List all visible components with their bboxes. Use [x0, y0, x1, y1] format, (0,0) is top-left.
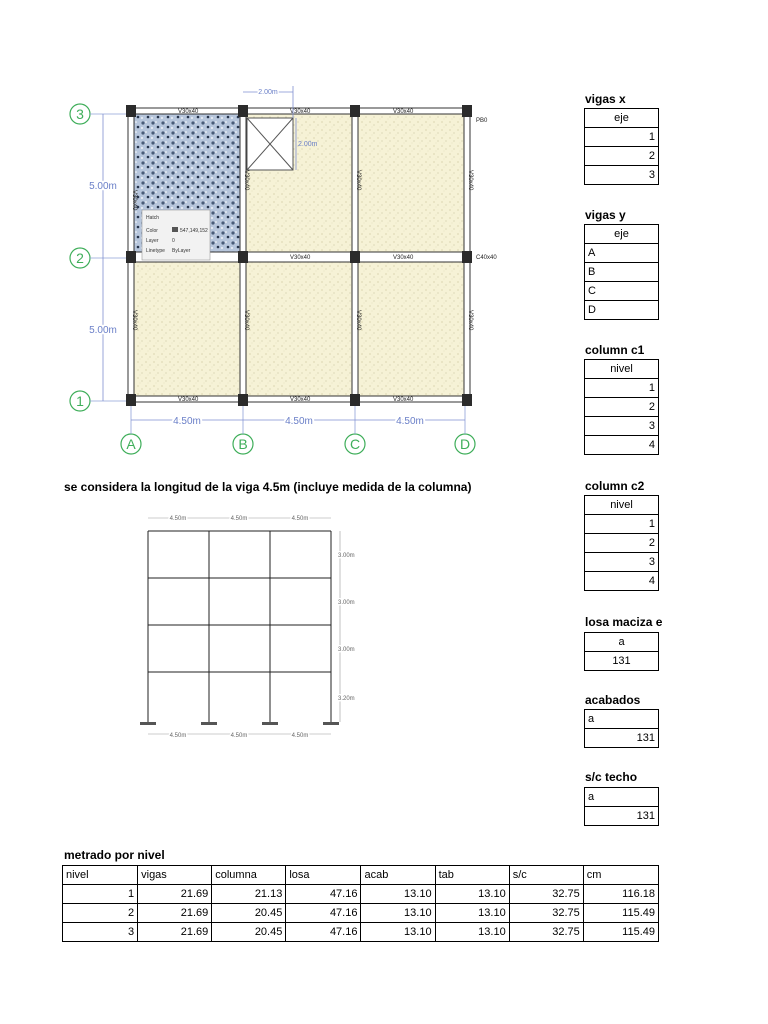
table-cell: 4	[585, 436, 659, 455]
table-cell: 13.10	[361, 923, 435, 942]
table-cell: 1	[585, 379, 659, 398]
height-label: 3.00m	[338, 600, 355, 606]
beam-label: V30x40	[178, 109, 199, 115]
span-label: 4.50m	[230, 516, 248, 522]
hatch-key: Layer	[146, 238, 159, 244]
table-cell: 2	[585, 534, 659, 553]
table-header: nivel	[585, 360, 659, 379]
sc-techo-title: s/c techo	[585, 770, 638, 784]
beam-label: V30x40	[131, 310, 137, 331]
table-row	[63, 923, 659, 942]
table-cell: 32.75	[509, 904, 583, 923]
height-label: 3.20m	[338, 696, 355, 702]
table-header: cm	[583, 866, 658, 885]
span-label: 4.50m	[291, 516, 309, 522]
table-header: losa	[286, 866, 361, 885]
table-header: s/c	[509, 866, 583, 885]
height-label: 3.00m	[338, 553, 355, 559]
floor-plan	[0, 0, 520, 470]
acabados-table	[584, 709, 659, 748]
hatch-key: Linetype	[146, 248, 165, 254]
table-cell: 21.69	[138, 923, 212, 942]
table-cell: 32.75	[509, 923, 583, 942]
table-cell: 13.10	[361, 885, 435, 904]
column-c1-title: column c1	[585, 343, 645, 357]
table-cell: 116.18	[583, 885, 658, 904]
table-cell: 47.16	[286, 885, 361, 904]
table-cell: 21.13	[212, 885, 286, 904]
acabados-title: acabados	[585, 693, 641, 707]
column-c2-table	[584, 495, 659, 591]
axis-label-row: 3	[76, 106, 84, 122]
table-cell: 4	[585, 572, 659, 591]
supports	[140, 722, 339, 725]
table-cell: C	[585, 282, 659, 301]
dim-top-label: 2.00m	[258, 89, 278, 96]
table-cell: 2	[585, 398, 659, 417]
table-cell: 20.45	[212, 923, 286, 942]
beam-label: V30x40	[290, 255, 311, 261]
slab	[358, 262, 464, 396]
table-header: a	[585, 788, 659, 807]
beam-label: V30x40	[131, 190, 137, 211]
dim-vertical-label: 5.00m	[89, 181, 117, 192]
table-cell: 13.10	[435, 904, 509, 923]
table-cell: 21.69	[138, 904, 212, 923]
table-cell: 3	[585, 417, 659, 436]
vigas-x-table	[584, 108, 659, 185]
table-cell: 47.16	[286, 904, 361, 923]
axis-label-row: 1	[76, 393, 84, 409]
table-cell: D	[585, 301, 659, 320]
span-label: 4.50m	[169, 516, 187, 522]
beam-label: V30x40	[290, 109, 311, 115]
dim-horizontal-label: 4.50m	[285, 416, 313, 427]
table-cell: 13.10	[435, 885, 509, 904]
table-cell: 2	[585, 147, 659, 166]
table-row	[63, 904, 659, 923]
table-cell: 2	[63, 904, 138, 923]
beam-label: V30x40	[178, 397, 199, 403]
table-header: tab	[435, 866, 509, 885]
hatch-value: ByLayer	[172, 248, 191, 254]
hatch-value: 547,149,152	[180, 228, 208, 234]
metrado-table	[62, 865, 659, 942]
table-cell: 20.45	[212, 904, 286, 923]
table-cell: 1	[585, 128, 659, 147]
axis-label-col: C	[349, 436, 361, 452]
beam-label: V30x40	[355, 170, 361, 191]
metrado-title: metrado por nivel	[64, 848, 165, 862]
table-header: nivel	[585, 496, 659, 515]
beam-label: V30x40	[355, 310, 361, 331]
span-label: 4.50m	[291, 733, 309, 739]
label-pb: PB0	[476, 118, 488, 124]
dim-shaft-label: 2.00m	[298, 141, 318, 148]
slab	[246, 262, 352, 396]
dim-horizontal-label: 4.50m	[396, 416, 424, 427]
vigas-x-title: vigas x	[585, 92, 626, 106]
table-cell: 3	[63, 923, 138, 942]
table-header: eje	[585, 225, 659, 244]
beam-label: V30x40	[290, 397, 311, 403]
table-cell: 21.69	[138, 885, 212, 904]
axis-label-col: B	[238, 436, 248, 452]
beam-label: V30x40	[393, 109, 414, 115]
table-cell: 115.49	[583, 904, 658, 923]
axis-label-col: D	[459, 436, 471, 452]
table-row	[63, 885, 659, 904]
table-cell: 115.49	[583, 923, 658, 942]
note-text: se considera la longitud de la viga 4.5m (incluye medida de la columna)	[64, 480, 472, 494]
hatch-key: Color	[146, 228, 158, 234]
vigas-y-title: vigas y	[585, 208, 626, 222]
hatch-panel-title: Hatch	[146, 215, 160, 221]
table-cell: 1	[63, 885, 138, 904]
table-cell: 13.10	[361, 904, 435, 923]
beam-label: V30x40	[393, 255, 414, 261]
table-header: nivel	[63, 866, 138, 885]
axis-label-row: 2	[76, 250, 84, 266]
table-cell: B	[585, 263, 659, 282]
table-header: a	[585, 633, 659, 652]
dim-horizontal-label: 4.50m	[173, 416, 201, 427]
table-cell: 1	[585, 515, 659, 534]
beam-label: V30x40	[393, 397, 414, 403]
table-header: eje	[585, 109, 659, 128]
axis-label-col: A	[126, 436, 136, 452]
table-cell: 3	[585, 166, 659, 185]
beam-label: V30x40	[467, 310, 473, 331]
table-header: vigas	[138, 866, 212, 885]
table-cell: 32.75	[509, 885, 583, 904]
frame-lines	[148, 531, 331, 722]
beam-label: V30x40	[467, 170, 473, 191]
hatch-info-panel	[142, 210, 210, 260]
column-c1-table	[584, 359, 659, 455]
table-cell: 131	[585, 807, 659, 826]
sc-techo-table	[584, 787, 659, 826]
dim-vertical-label: 5.00m	[89, 325, 117, 336]
slab	[358, 114, 464, 252]
slab	[134, 262, 240, 396]
column-c2-title: column c2	[585, 479, 645, 493]
elevation-frame	[128, 508, 368, 756]
table-header: a	[585, 710, 659, 729]
height-label: 3.00m	[338, 647, 355, 653]
table-cell: 13.10	[435, 923, 509, 942]
vigas-y-table	[584, 224, 659, 320]
table-cell: A	[585, 244, 659, 263]
span-label: 4.50m	[230, 733, 248, 739]
table-cell: 3	[585, 553, 659, 572]
losa-table	[584, 632, 659, 671]
table-header: acab	[361, 866, 435, 885]
table-cell: 131	[585, 652, 659, 671]
beam-label: V30x40	[243, 310, 249, 331]
losa-title: losa maciza e	[585, 615, 663, 629]
table-header: columna	[212, 866, 286, 885]
table-cell: 131	[585, 729, 659, 748]
beam-label: V30x40	[243, 170, 249, 191]
span-label: 4.50m	[169, 733, 187, 739]
table-cell: 47.16	[286, 923, 361, 942]
label-column: C40x40	[476, 255, 497, 261]
hatch-value: 0	[172, 238, 175, 244]
